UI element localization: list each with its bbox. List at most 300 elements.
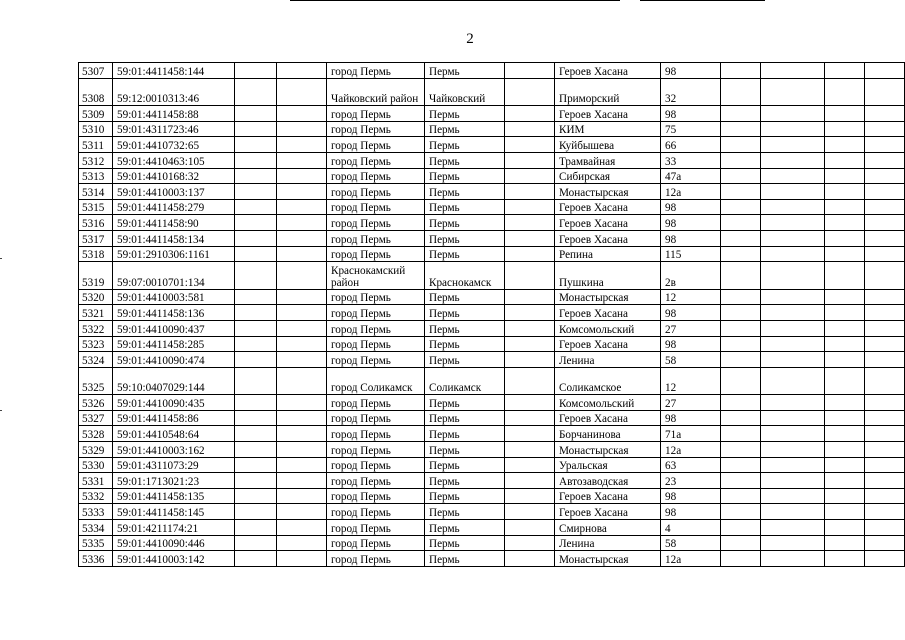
empty-cell (865, 442, 905, 458)
empty-cell (235, 410, 277, 426)
empty-cell (865, 457, 905, 473)
locality: Пермь (425, 215, 505, 231)
street: Монастырская (555, 184, 661, 200)
empty-cell (721, 215, 761, 231)
empty-cell (721, 78, 761, 106)
empty-cell (761, 367, 825, 395)
empty-cell (505, 215, 555, 231)
table-row (79, 504, 905, 520)
street: Уральская (555, 457, 661, 473)
locality: Пермь (425, 199, 505, 215)
empty-cell (761, 262, 825, 290)
house-number: 58 (661, 535, 721, 551)
empty-cell (825, 246, 865, 262)
empty-cell (721, 199, 761, 215)
district: город Пермь (327, 152, 425, 168)
street: Куйбышева (555, 137, 661, 153)
table-row (79, 520, 905, 536)
street: Ленина (555, 352, 661, 368)
empty-cell (825, 520, 865, 536)
locality: Пермь (425, 289, 505, 305)
empty-cell (277, 488, 327, 504)
empty-cell (721, 106, 761, 122)
street: Ленина (555, 535, 661, 551)
street: Героев Хасана (555, 410, 661, 426)
empty-cell (505, 152, 555, 168)
empty-cell (865, 152, 905, 168)
empty-cell (721, 246, 761, 262)
district: город Пермь (327, 336, 425, 352)
empty-cell (865, 352, 905, 368)
row-number: 5335 (79, 535, 113, 551)
street: Соликамское (555, 367, 661, 395)
empty-cell (277, 184, 327, 200)
empty-cell (825, 199, 865, 215)
cadastral-number: 59:01:4410003:581 (113, 289, 235, 305)
empty-cell (825, 152, 865, 168)
empty-cell (865, 78, 905, 106)
empty-cell (825, 551, 865, 567)
district: город Соликамск (327, 367, 425, 395)
empty-cell (235, 520, 277, 536)
row-number: 5332 (79, 488, 113, 504)
cadastral-number: 59:01:4411458:285 (113, 336, 235, 352)
house-number: 27 (661, 320, 721, 336)
empty-cell (721, 473, 761, 489)
empty-cell (865, 410, 905, 426)
cadastral-number: 59:01:4410003:162 (113, 442, 235, 458)
locality: Пермь (425, 426, 505, 442)
empty-cell (277, 106, 327, 122)
empty-cell (825, 367, 865, 395)
empty-cell (761, 230, 825, 246)
cadastral-number: 59:01:4411458:135 (113, 488, 235, 504)
house-number: 115 (661, 246, 721, 262)
locality: Пермь (425, 152, 505, 168)
house-number: 58 (661, 352, 721, 368)
locality: Пермь (425, 246, 505, 262)
cadastral-number: 59:01:4411458:279 (113, 199, 235, 215)
empty-cell (825, 137, 865, 153)
empty-cell (235, 184, 277, 200)
district: город Пермь (327, 305, 425, 321)
house-number: 98 (661, 336, 721, 352)
street: Героев Хасана (555, 63, 661, 79)
table-row (79, 442, 905, 458)
locality: Пермь (425, 520, 505, 536)
house-number: 98 (661, 305, 721, 321)
district: город Пермь (327, 442, 425, 458)
table-row (79, 199, 905, 215)
empty-cell (277, 78, 327, 106)
empty-cell (235, 504, 277, 520)
empty-cell (865, 63, 905, 79)
street: Борчанинова (555, 426, 661, 442)
street: Монастырская (555, 289, 661, 305)
cadastral-number: 59:01:4410090:446 (113, 535, 235, 551)
empty-cell (505, 520, 555, 536)
empty-cell (235, 199, 277, 215)
table-row (79, 152, 905, 168)
locality: Пермь (425, 121, 505, 137)
empty-cell (505, 305, 555, 321)
empty-cell (721, 121, 761, 137)
empty-cell (277, 215, 327, 231)
empty-cell (235, 152, 277, 168)
street: Героев Хасана (555, 488, 661, 504)
house-number: 63 (661, 457, 721, 473)
house-number: 98 (661, 106, 721, 122)
empty-cell (505, 320, 555, 336)
empty-cell (277, 199, 327, 215)
empty-cell (865, 262, 905, 290)
empty-cell (721, 320, 761, 336)
empty-cell (277, 520, 327, 536)
row-number: 5316 (79, 215, 113, 231)
table-row (79, 395, 905, 411)
empty-cell (505, 184, 555, 200)
empty-cell (235, 106, 277, 122)
empty-cell (505, 442, 555, 458)
empty-cell (235, 535, 277, 551)
empty-cell (761, 395, 825, 411)
empty-cell (505, 535, 555, 551)
row-number: 5321 (79, 305, 113, 321)
street: Героев Хасана (555, 336, 661, 352)
empty-cell (825, 63, 865, 79)
row-number: 5307 (79, 63, 113, 79)
district: город Пермь (327, 410, 425, 426)
street: Смирнова (555, 520, 661, 536)
street: Монастырская (555, 442, 661, 458)
row-number: 5329 (79, 442, 113, 458)
district: город Пермь (327, 535, 425, 551)
empty-cell (865, 426, 905, 442)
street: Трамвайная (555, 152, 661, 168)
empty-cell (761, 184, 825, 200)
empty-cell (761, 152, 825, 168)
empty-cell (505, 78, 555, 106)
street: КИМ (555, 121, 661, 137)
street: Героев Хасана (555, 504, 661, 520)
empty-cell (277, 320, 327, 336)
street: Сибирская (555, 168, 661, 184)
cadastral-number: 59:01:4410548:64 (113, 426, 235, 442)
empty-cell (761, 305, 825, 321)
table-row (79, 168, 905, 184)
top-rule-right (640, 0, 765, 1)
empty-cell (865, 367, 905, 395)
row-number: 5312 (79, 152, 113, 168)
empty-cell (825, 320, 865, 336)
empty-cell (761, 473, 825, 489)
cadastral-number: 59:01:1713021:23 (113, 473, 235, 489)
empty-cell (721, 305, 761, 321)
empty-cell (505, 352, 555, 368)
district: город Пермь (327, 504, 425, 520)
empty-cell (865, 473, 905, 489)
empty-cell (761, 78, 825, 106)
empty-cell (721, 184, 761, 200)
district: город Пермь (327, 473, 425, 489)
empty-cell (235, 137, 277, 153)
street: Комсомольский (555, 320, 661, 336)
empty-cell (761, 426, 825, 442)
district: город Пермь (327, 289, 425, 305)
empty-cell (277, 121, 327, 137)
row-number: 5320 (79, 289, 113, 305)
locality: Пермь (425, 137, 505, 153)
row-number: 5326 (79, 395, 113, 411)
binding-mark-upper (0, 258, 2, 259)
cadastral-number: 59:12:0010313:46 (113, 78, 235, 106)
empty-cell (505, 106, 555, 122)
empty-cell (825, 442, 865, 458)
cadastral-number: 59:01:4410168:32 (113, 168, 235, 184)
district: Чайковский район (327, 78, 425, 106)
empty-cell (721, 535, 761, 551)
empty-cell (505, 426, 555, 442)
empty-cell (277, 551, 327, 567)
empty-cell (505, 199, 555, 215)
empty-cell (505, 488, 555, 504)
empty-cell (505, 121, 555, 137)
cadastral-number: 59:07:0010701:134 (113, 262, 235, 290)
empty-cell (761, 199, 825, 215)
empty-cell (761, 246, 825, 262)
row-number: 5319 (79, 262, 113, 290)
empty-cell (277, 230, 327, 246)
locality: Пермь (425, 473, 505, 489)
empty-cell (761, 551, 825, 567)
empty-cell (505, 367, 555, 395)
street: Героев Хасана (555, 305, 661, 321)
empty-cell (505, 63, 555, 79)
house-number: 47а (661, 168, 721, 184)
empty-cell (505, 230, 555, 246)
table-row (79, 305, 905, 321)
house-number: 98 (661, 63, 721, 79)
locality: Пермь (425, 504, 505, 520)
empty-cell (825, 336, 865, 352)
locality: Пермь (425, 410, 505, 426)
row-number: 5330 (79, 457, 113, 473)
table-row (79, 410, 905, 426)
binding-mark-lower (0, 410, 2, 411)
row-number: 5334 (79, 520, 113, 536)
house-number: 33 (661, 152, 721, 168)
empty-cell (865, 289, 905, 305)
empty-cell (277, 352, 327, 368)
empty-cell (761, 520, 825, 536)
empty-cell (761, 137, 825, 153)
empty-cell (277, 246, 327, 262)
empty-cell (721, 520, 761, 536)
row-number: 5322 (79, 320, 113, 336)
empty-cell (761, 457, 825, 473)
table-row (79, 289, 905, 305)
district: город Пермь (327, 520, 425, 536)
empty-cell (865, 535, 905, 551)
district: город Пермь (327, 488, 425, 504)
empty-cell (505, 336, 555, 352)
empty-cell (277, 168, 327, 184)
empty-cell (505, 410, 555, 426)
table-row (79, 473, 905, 489)
house-number: 66 (661, 137, 721, 153)
locality: Соликамск (425, 367, 505, 395)
empty-cell (721, 336, 761, 352)
empty-cell (277, 426, 327, 442)
locality: Пермь (425, 395, 505, 411)
district: город Пермь (327, 457, 425, 473)
district: город Пермь (327, 184, 425, 200)
table-row (79, 336, 905, 352)
table-row (79, 488, 905, 504)
table-row (79, 230, 905, 246)
locality: Пермь (425, 551, 505, 567)
empty-cell (865, 395, 905, 411)
locality: Пермь (425, 168, 505, 184)
empty-cell (277, 367, 327, 395)
empty-cell (825, 215, 865, 231)
cadastral-number: 59:01:4410003:142 (113, 551, 235, 567)
empty-cell (277, 457, 327, 473)
empty-cell (721, 152, 761, 168)
empty-cell (235, 442, 277, 458)
street: Героев Хасана (555, 230, 661, 246)
empty-cell (277, 262, 327, 290)
page-number: 2 (466, 31, 474, 47)
row-number: 5318 (79, 246, 113, 262)
empty-cell (865, 246, 905, 262)
empty-cell (505, 289, 555, 305)
table-row (79, 535, 905, 551)
empty-cell (825, 426, 865, 442)
street: Приморский (555, 78, 661, 106)
empty-cell (865, 504, 905, 520)
empty-cell (235, 289, 277, 305)
registry-table (78, 62, 905, 567)
table-row (79, 121, 905, 137)
empty-cell (235, 551, 277, 567)
empty-cell (825, 168, 865, 184)
empty-cell (721, 230, 761, 246)
row-number: 5310 (79, 121, 113, 137)
locality: Пермь (425, 535, 505, 551)
empty-cell (505, 551, 555, 567)
locality: Пермь (425, 336, 505, 352)
street: Монастырская (555, 551, 661, 567)
empty-cell (235, 367, 277, 395)
cadastral-number: 59:01:4311723:46 (113, 121, 235, 137)
table-row (79, 352, 905, 368)
empty-cell (235, 426, 277, 442)
locality: Пермь (425, 320, 505, 336)
table-row (79, 426, 905, 442)
cadastral-number: 59:01:4411458:88 (113, 106, 235, 122)
empty-cell (505, 457, 555, 473)
locality: Пермь (425, 488, 505, 504)
district: город Пермь (327, 426, 425, 442)
empty-cell (277, 305, 327, 321)
table-row (79, 262, 905, 290)
empty-cell (505, 473, 555, 489)
row-number: 5313 (79, 168, 113, 184)
empty-cell (761, 168, 825, 184)
empty-cell (761, 352, 825, 368)
row-number: 5315 (79, 199, 113, 215)
empty-cell (721, 410, 761, 426)
empty-cell (235, 168, 277, 184)
empty-cell (721, 488, 761, 504)
empty-cell (761, 63, 825, 79)
empty-cell (865, 488, 905, 504)
locality: Пермь (425, 305, 505, 321)
empty-cell (865, 336, 905, 352)
empty-cell (721, 442, 761, 458)
district: город Пермь (327, 246, 425, 262)
cadastral-number: 59:01:4410463:105 (113, 152, 235, 168)
locality: Пермь (425, 457, 505, 473)
empty-cell (235, 336, 277, 352)
house-number: 71а (661, 426, 721, 442)
empty-cell (865, 215, 905, 231)
empty-cell (721, 426, 761, 442)
empty-cell (865, 184, 905, 200)
empty-cell (235, 395, 277, 411)
empty-cell (235, 320, 277, 336)
empty-cell (825, 106, 865, 122)
empty-cell (761, 336, 825, 352)
empty-cell (505, 504, 555, 520)
house-number: 12 (661, 289, 721, 305)
street: Пушкина (555, 262, 661, 290)
district: Краснокамский район (327, 262, 425, 290)
empty-cell (825, 535, 865, 551)
street: Комсомольский (555, 395, 661, 411)
cadastral-number: 59:10:0407029:144 (113, 367, 235, 395)
district: город Пермь (327, 352, 425, 368)
empty-cell (865, 199, 905, 215)
empty-cell (235, 305, 277, 321)
cadastral-number: 59:01:4410732:65 (113, 137, 235, 153)
empty-cell (505, 395, 555, 411)
empty-cell (277, 289, 327, 305)
empty-cell (505, 137, 555, 153)
locality: Чайковский (425, 78, 505, 106)
cadastral-number: 59:01:4411458:86 (113, 410, 235, 426)
empty-cell (277, 504, 327, 520)
empty-cell (235, 457, 277, 473)
table-row (79, 457, 905, 473)
empty-cell (865, 230, 905, 246)
district: город Пермь (327, 230, 425, 246)
empty-cell (721, 395, 761, 411)
row-number: 5325 (79, 367, 113, 395)
empty-cell (277, 137, 327, 153)
district: город Пермь (327, 551, 425, 567)
top-rule-left (290, 0, 620, 1)
empty-cell (865, 106, 905, 122)
empty-cell (277, 473, 327, 489)
locality: Пермь (425, 184, 505, 200)
table-row (79, 551, 905, 567)
empty-cell (825, 410, 865, 426)
empty-cell (505, 262, 555, 290)
locality: Пермь (425, 352, 505, 368)
empty-cell (277, 395, 327, 411)
